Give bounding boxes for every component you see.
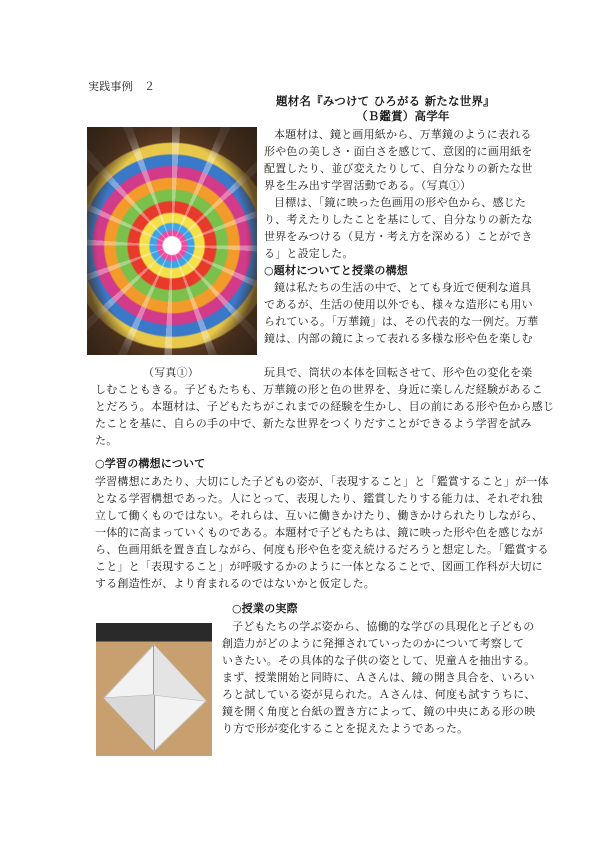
section-line: まず、授業開始と同時に、Ａさんは、鏡の開き具合を、いろい bbox=[222, 671, 535, 684]
section-line: となる学習構想であった。人にとって、表現したり、鑑賞したりする能力は、それぞれ独 bbox=[95, 492, 543, 505]
intro-line: り、考えたりしたことを基にして、自分なりの新たな bbox=[264, 213, 533, 226]
section-line: ろと試している姿が見られた。Ａさんは、何度も試すうちに、 bbox=[222, 688, 536, 701]
section-line: り方で形が変化することを捉えたようであった。 bbox=[222, 722, 469, 735]
section-line: 学習構想にあたり、大切にした子どもの姿が、「表現すること」と「鑑賞すること」が一体 bbox=[95, 475, 549, 488]
intro-line: 形や色の美しさ・面白さを感じて、意図的に画用紙を bbox=[264, 145, 533, 158]
kaleidoscope-photo bbox=[87, 127, 257, 355]
section-line: いきたい。その具体的な子供の姿として、児童Ａを抽出する。 bbox=[222, 654, 536, 667]
intro-line: る」と設定した。 bbox=[264, 247, 354, 260]
section-heading: ○題材についてと授業の構想 bbox=[264, 264, 408, 277]
section-heading: ○授業の実際 bbox=[232, 602, 298, 615]
section-line: 玩具で、筒状の本体を回転させて、形や色の変化を楽 bbox=[264, 366, 533, 379]
section-heading: ○学習の構想について bbox=[95, 457, 206, 470]
section-line: こと」と「表現すること」が呼吸するかのように一体となることで、図画工作科が大切に bbox=[95, 560, 543, 573]
section-line: であるが、生活の使用以外でも、様々な造形にも用い bbox=[264, 298, 533, 311]
section-line: 創造力がどのように発揮されていったのかについて考察して bbox=[222, 637, 525, 650]
intro-line: 界を生み出す学習活動である。（写真①） bbox=[264, 179, 472, 192]
intro-line: 世界をみつける（見方・考え方を深める）ことができ bbox=[264, 230, 533, 243]
intro-line: 配置したり、並び変えたりして、自分なりの新たな世 bbox=[264, 162, 533, 175]
section-line: た。 bbox=[95, 434, 118, 447]
section-line: 鏡は私たちの生活の中で、とても身近で便利な道具 bbox=[274, 281, 532, 294]
section-line: する創造性が、より育まれるのではないかと仮定した。 bbox=[95, 577, 375, 590]
section-line: 一体的に高まっていくものである。本題材で子どもたちは、鏡に映った形や色を感じなが bbox=[95, 526, 543, 539]
photo-caption: （写真①） bbox=[143, 366, 199, 379]
section-line: 鏡は、内部の鏡によって表れる多様な形や色を楽しむ bbox=[264, 332, 533, 345]
document-subtitle: （Ｂ鑑賞）高学年 bbox=[356, 109, 450, 123]
section-line: られている。「万華鏡」は、その代表的な一例だ。万華 bbox=[264, 315, 539, 328]
section-line: たことを基に、自らの手の中で、新たな世界をつくりだすことができるよう学習を試み bbox=[95, 417, 532, 430]
intro-line: 目標は、「鏡に映った色画用の形や色から、感じた bbox=[274, 196, 527, 209]
section-line: 鏡を開く角度と台紙の置き方によって、鏡の中央にある形の映 bbox=[222, 705, 536, 718]
intro-line: 本題材は、鏡と画用紙から、万華鏡のように表れる bbox=[274, 128, 532, 141]
section-line: 立して働くものではない。それらは、互いに働きかけたり、働きかけられたりしながら、 bbox=[95, 509, 543, 522]
mirror-activity-photo bbox=[96, 623, 212, 756]
section-line: 子どもたちの学ぶ姿から、協働的な学びの具現化と子どもの bbox=[232, 620, 535, 633]
section-line: とだろう。本題材は、子どもたちがこれまでの経験を生かし、目の前にある形や色から感じ bbox=[95, 400, 555, 413]
section-line: ら、色画用紙を置き直しながら、何度も形や色を変え続けるだろうと想定した。「鑑賞する bbox=[95, 543, 549, 556]
case-label: 実践事例 ２ bbox=[88, 80, 156, 93]
document-title: 題材名『みつけて ひろがる 新たな世界』 bbox=[276, 94, 495, 108]
section-line: しむこともきる。子どもたちも、万華鏡の形と色の世界を、身近に楽しんだ経験があるこ bbox=[95, 383, 543, 396]
